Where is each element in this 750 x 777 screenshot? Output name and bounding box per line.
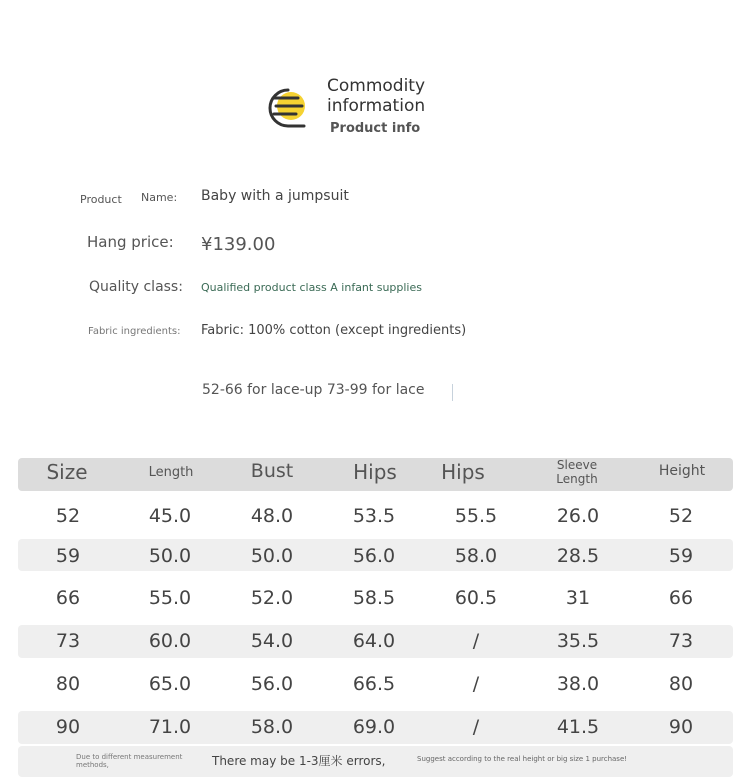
header-bust: Bust <box>250 460 294 482</box>
table-row <box>18 711 733 744</box>
cell-hips-2: / <box>472 630 480 652</box>
header-sleeve-length: Sleeve Length <box>556 458 598 486</box>
header-hips: Hips <box>353 460 397 484</box>
cell-size: 52 <box>55 505 81 527</box>
header-size: Size <box>46 460 88 484</box>
cell-size: 90 <box>55 716 81 738</box>
cell-length: 55.0 <box>148 587 192 609</box>
cell-hips: 64.0 <box>352 630 396 652</box>
cell-bust: 56.0 <box>250 673 294 695</box>
cell-sleeve-length: 35.5 <box>556 630 600 652</box>
footer-note-middle: There may be 1-3厘米 errors, <box>212 754 386 768</box>
table-row <box>18 539 733 571</box>
cell-bust: 54.0 <box>250 630 294 652</box>
table-footer-row <box>18 746 733 777</box>
cell-hips: 58.5 <box>352 587 396 609</box>
cell-length: 71.0 <box>148 716 192 738</box>
cell-bust: 52.0 <box>250 587 294 609</box>
cell-height: 90 <box>668 716 694 738</box>
footer-note-right: Suggest according to the real height or big size 1 purchase! <box>417 755 628 763</box>
name-label: Name: <box>141 191 178 204</box>
cell-hips-2: / <box>472 716 480 738</box>
table-row <box>18 668 733 702</box>
section-subtitle: Product info <box>330 121 421 136</box>
cell-hips: 69.0 <box>352 716 396 738</box>
cell-height: 66 <box>668 587 694 609</box>
cell-hips-2: 55.5 <box>454 505 498 527</box>
cell-hips: 66.5 <box>352 673 396 695</box>
table-header-row <box>18 458 733 491</box>
cell-sleeve-length: 41.5 <box>556 716 600 738</box>
table-row <box>18 581 733 615</box>
cell-bust: 50.0 <box>250 545 294 567</box>
cell-size: 80 <box>55 673 81 695</box>
cell-hips-2: 58.0 <box>454 545 498 567</box>
table-row <box>18 498 733 532</box>
table-row <box>18 625 733 658</box>
cell-sleeve-length: 28.5 <box>556 545 600 567</box>
cell-height: 73 <box>668 630 694 652</box>
cell-hips-2: 60.5 <box>454 587 498 609</box>
cell-height: 59 <box>668 545 694 567</box>
section-title: Commodity information <box>327 76 426 116</box>
header-hips-2: Hips <box>441 460 485 484</box>
cell-hips-2: / <box>472 673 480 695</box>
divider-line <box>452 384 453 401</box>
cell-length: 65.0 <box>148 673 192 695</box>
product-label: Product <box>80 193 122 206</box>
cell-size: 73 <box>55 630 81 652</box>
price-label: Hang price: <box>87 233 174 251</box>
cell-length: 60.0 <box>148 630 192 652</box>
product-name: Baby with a jumpsuit <box>201 188 349 204</box>
header-length: Length <box>148 465 194 480</box>
quality-value: Qualified product class A infant supplies <box>201 281 422 294</box>
cell-size: 59 <box>55 545 81 567</box>
cell-height: 52 <box>668 505 694 527</box>
cell-sleeve-length: 26.0 <box>556 505 600 527</box>
cell-height: 80 <box>668 673 694 695</box>
footer-note-left: Due to different measurement methods, <box>76 753 183 769</box>
fabric-value: Fabric: 100% cotton (except ingredients) <box>201 323 467 338</box>
header-height: Height <box>658 463 706 479</box>
cell-sleeve-length: 38.0 <box>556 673 600 695</box>
commodity-info-icon <box>264 86 312 130</box>
cell-hips: 53.5 <box>352 505 396 527</box>
cell-length: 45.0 <box>148 505 192 527</box>
fabric-label: Fabric ingredients: <box>88 326 181 337</box>
cell-length: 50.0 <box>148 545 192 567</box>
cell-bust: 48.0 <box>250 505 294 527</box>
cell-hips: 56.0 <box>352 545 396 567</box>
price-value: ¥139.00 <box>201 234 276 255</box>
cell-size: 66 <box>55 587 81 609</box>
size-table <box>18 458 733 777</box>
cell-bust: 58.0 <box>250 716 294 738</box>
cell-sleeve-length: 31 <box>565 587 591 609</box>
lace-note: 52-66 for lace-up 73-99 for lace <box>202 382 425 398</box>
quality-label: Quality class: <box>89 279 183 295</box>
